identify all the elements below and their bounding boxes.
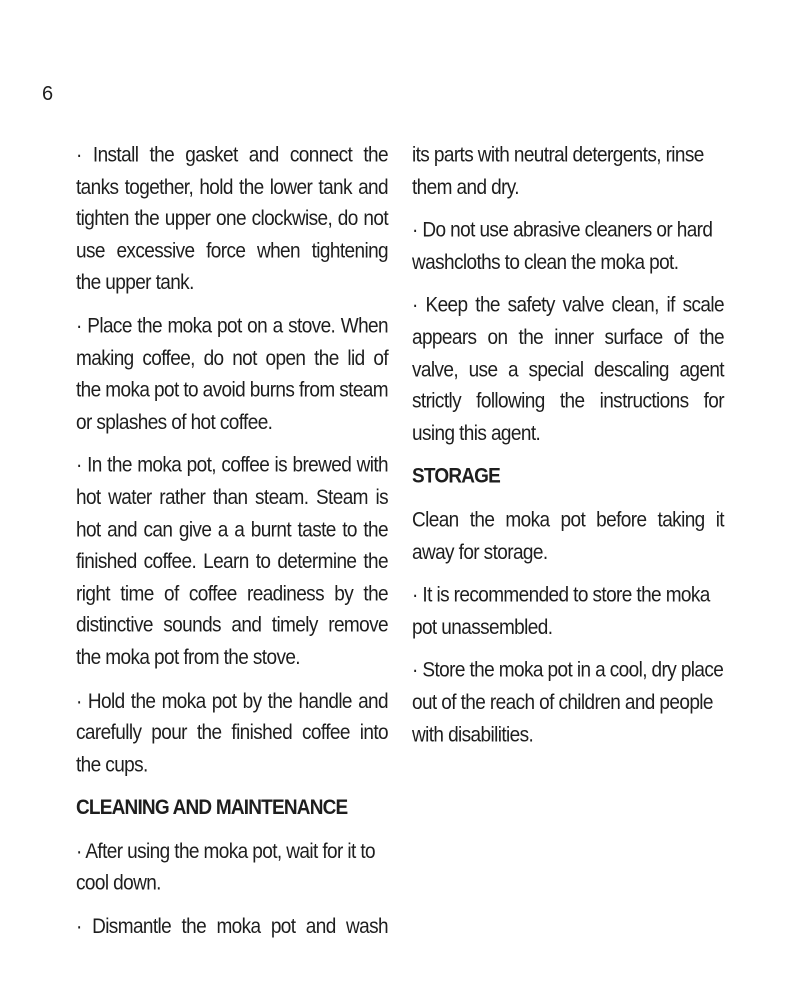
instruction-brewing: · In the moka pot, coffee is brewed with hot water rather than steam. Steam is hot and can give a a burnt taste to the finished coffee. Learn to determine the right time of coffee readiness by the distinctive sounds and timely remove the moka pot from the stove. <box>76 453 388 670</box>
instruction-wash-continued: its parts with neutral detergents, rinse them and dry. <box>412 143 704 199</box>
instruction-no-abrasives: · Do not use abrasive cleaners or hard washcloths to clean the moka pot. <box>412 218 713 275</box>
instruction-gasket: · Install the gasket and connect the tanks together, hold the lower tank and tighten the upper one clockwise, do not use excessive force when tightening the upper tank. <box>76 143 388 295</box>
right-column <box>412 140 724 763</box>
instruction-clean-before-storage: Clean the moka pot before taking it away for storage. <box>412 508 724 564</box>
heading-storage: STORAGE <box>412 465 501 489</box>
left-column <box>76 140 388 955</box>
instruction-safety-valve: · Keep the safety valve clean, if scale appears on the inner surface of the valve, use a special descaling agent strictly following the instructions for using this agent. <box>412 293 724 446</box>
instruction-cool-down: · After using the moka pot, wait for it to cool down. <box>76 839 376 896</box>
page-number: 6 <box>42 83 53 105</box>
instruction-store-unassembled: · It is recommended to store the moka pot unassembled. <box>412 583 710 640</box>
instruction-stove: · Place the moka pot on a stove. When making coffee, do not open the lid of the moka pot to avoid burns from steam or splashes of hot coffee. <box>76 314 388 435</box>
instruction-store-cool-dry: · Store the moka pot in a cool, dry place out of the reach of children and people with disabilities. <box>412 658 724 747</box>
heading-cleaning-maintenance: CLEANING AND MAINTENANCE <box>76 796 348 821</box>
instruction-pouring: · Hold the moka pot by the handle and carefully pour the finished coffee into the cups. <box>76 689 388 777</box>
instruction-dismantle: · Dismantle the moka pot and wash <box>76 915 388 939</box>
